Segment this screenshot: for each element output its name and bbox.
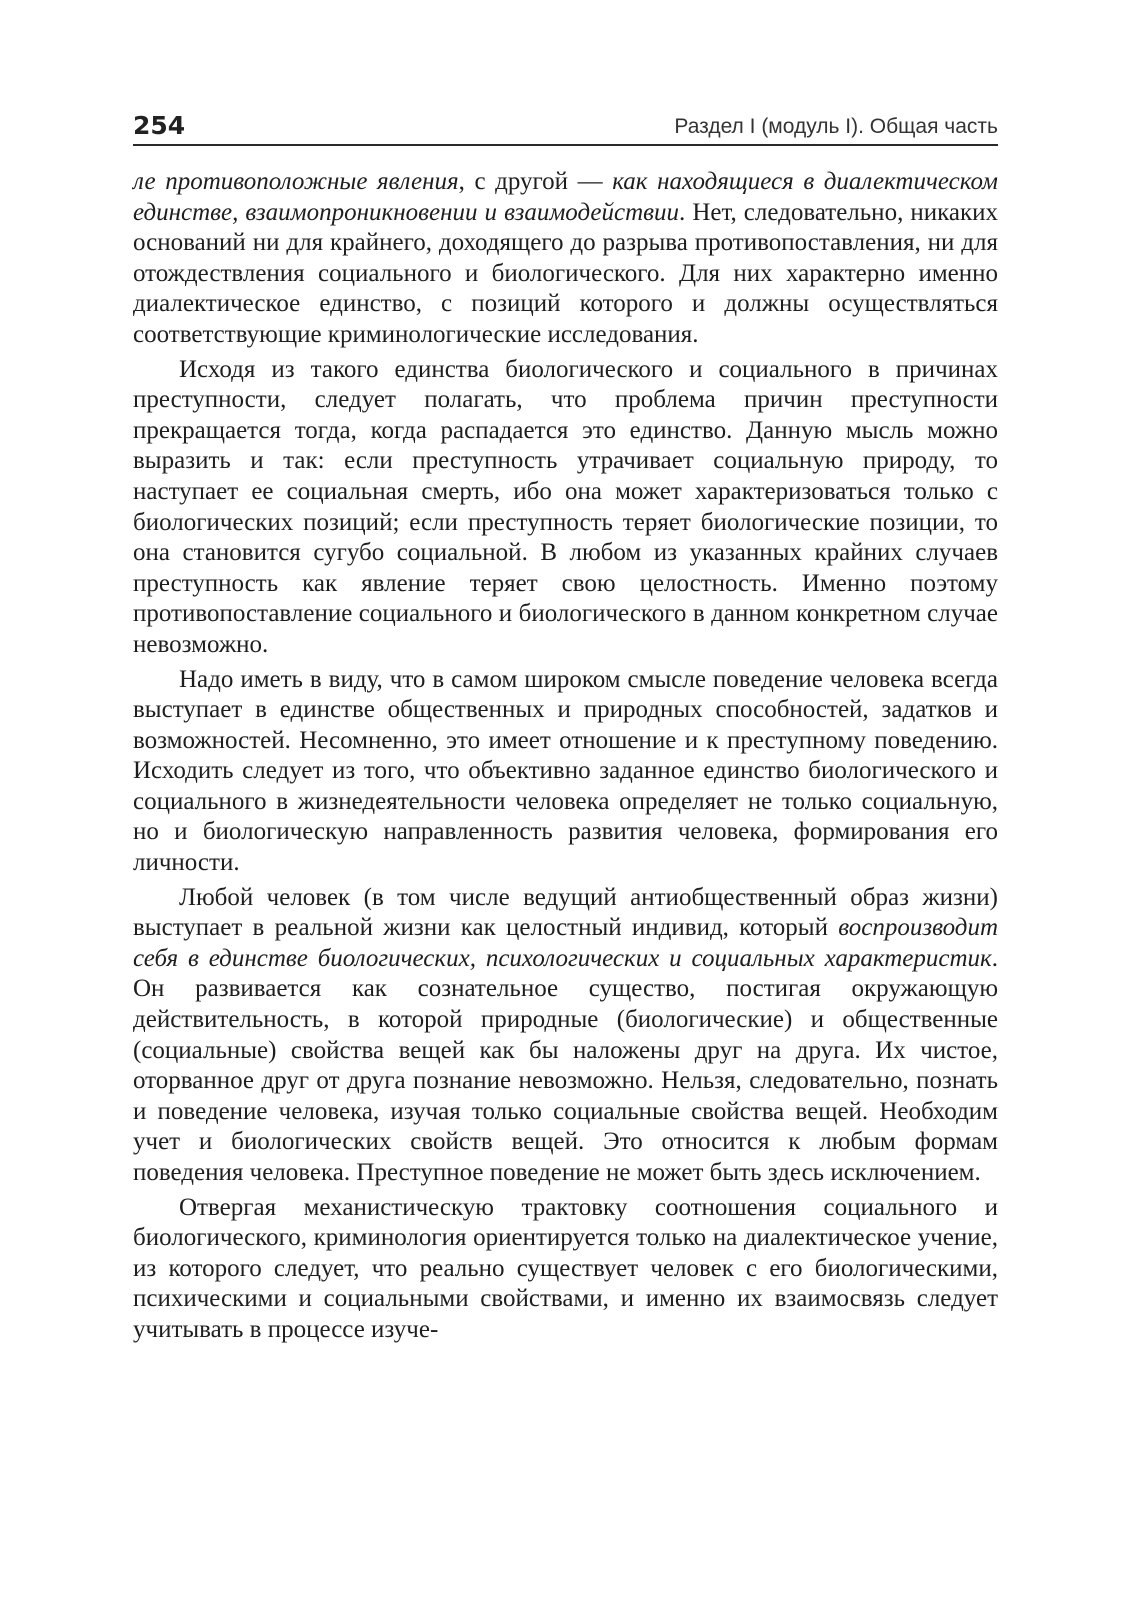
body-text bbox=[133, 167, 998, 1350]
running-header bbox=[133, 110, 998, 146]
italic-phrase: воспроизводит себя в единстве биологических, психологических и социальных характеристик bbox=[133, 914, 998, 972]
text-run: Отвергая механистическую трактовку соотношения социального и биологического, криминология ориентируется только на диалектическое учение, из которого следует, что реально существует человек с его биологическими, психическими и социальными свойствами, и именно их взаимосвязь следует учитывать в процессе изуче- bbox=[133, 1193, 998, 1343]
italic-phrase: как находящиеся в диалектическом единстве, взаимопроникновении и взаимодействии bbox=[133, 168, 998, 226]
section-title: Раздел I (модуль I). Общая часть bbox=[674, 115, 998, 138]
text-run: Любой человек (в том числе ведущий антиобщественный образ жизни) выступает в реальной жизни как целостный индивид, который bbox=[133, 883, 998, 942]
text-run: . Нет, следовательно, никаких оснований ни для крайнего, доходящего до разрыва противопоставления, ни для отождествления социального и биологического. Для них характерно именно диалектическое единство, с позиций которого и должны осуществляться соответствующие криминологические исследования. bbox=[133, 198, 998, 348]
paragraph-5 bbox=[133, 1193, 998, 1346]
paragraph-1 bbox=[133, 167, 998, 351]
paragraph-2 bbox=[133, 355, 998, 661]
page-number: 254 bbox=[133, 111, 186, 140]
text-run: . Он развивается как сознательное существо, постигая окружающую действительность, в которой природные (биологические) и общественные (социальные) свойства вещей как бы наложены друг на друга. Их чистое, оторванное друг от друга познание невозможно. Нельзя, следовательно, познать и поведение человека, изучая только социальные свойства вещей. Необходим учет и биологических свойств вещей. Это относится к любым формам поведения человека. Преступное поведение не может быть здесь исключением. bbox=[133, 944, 998, 1186]
text-run: Надо иметь в виду, что в самом широком смысле поведение человека всегда выступает в единстве общественных и природных способностей, задатков и возможностей. Несомненно, это имеет отношение и к преступному поведению. Исходить следует из того, что объективно заданное единство биологического и социального в жизнедеятельности человека определяет не только социальную, но и биологическую направленность развития человека, формирования его личности. bbox=[133, 665, 998, 877]
paragraph-3 bbox=[133, 665, 998, 879]
text-run: , с другой — bbox=[458, 168, 613, 195]
italic-phrase: ле противоположные явления bbox=[133, 168, 459, 195]
text-run: Исходя из такого единства биологического и социального в причинах преступности, следует полагать, что проблема причин преступности прекращается тогда, когда распадается это единство. Данную мысль можно выразить и так: если преступность утрачивает социальную природу, то наступает ее социальная смерть, ибо она может характеризоваться только с биологических позиций; если преступность теряет биологические позиции, то она становится сугубо социальной. В любом из указанных крайних случаев преступность как явление теряет свою целостность. Именно поэтому противопоставление социального и биологического в данном конкретном случае невозможно. bbox=[133, 355, 998, 658]
paragraph-4 bbox=[133, 883, 998, 1189]
